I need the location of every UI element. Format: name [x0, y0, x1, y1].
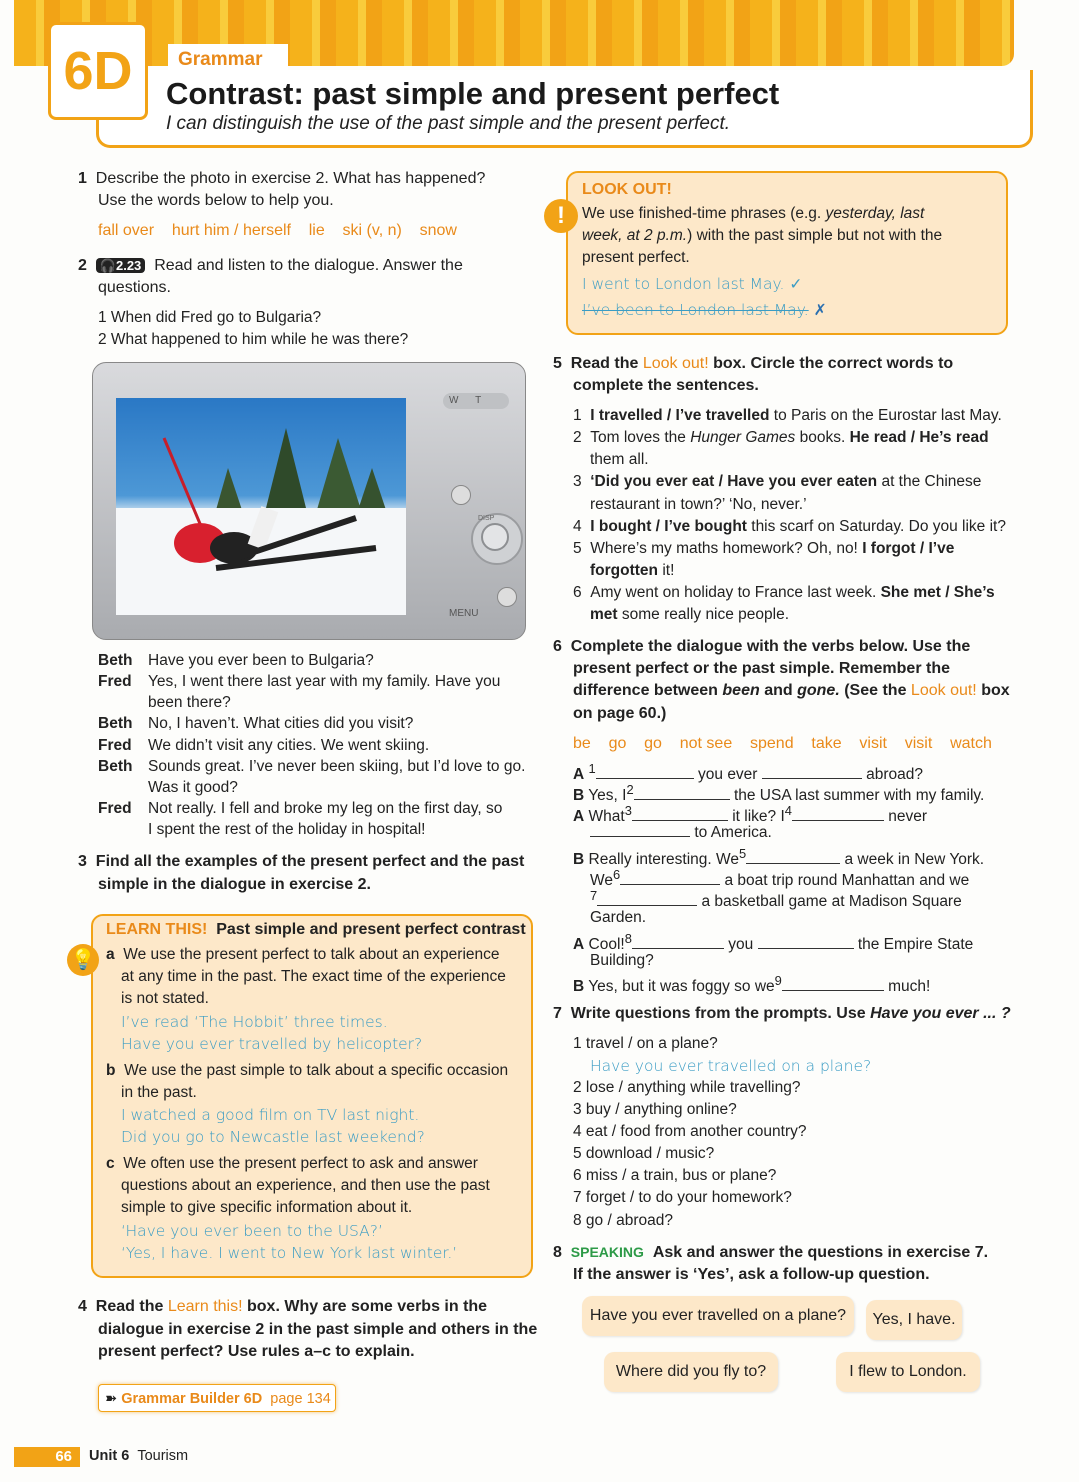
- learn-rule-a: a We use the present perfect to talk about an experience: [106, 946, 500, 963]
- skier-illustration: [116, 398, 406, 615]
- ex1-instruction-2: Use the words below to help you.: [98, 192, 334, 209]
- learn-example: Have you ever travelled by helicopter?: [121, 1035, 423, 1053]
- camera-button: [497, 587, 517, 607]
- ex5-item-cont: restaurant in town?’ ‘No, never.’: [590, 496, 807, 513]
- choice-option[interactable]: I forgot / I’ve: [862, 540, 955, 557]
- ex3-instruction: 3 Find all the examples of the present perfect and the past: [78, 853, 525, 870]
- verb: go: [644, 735, 662, 752]
- ex5-item: 5 Where’s my maths homework? Oh, no! I forgot / I’ve: [573, 540, 955, 557]
- answer-blank[interactable]: [590, 824, 690, 837]
- headphones-icon: 🎧: [99, 258, 116, 273]
- ex7-prompt: 7 forget / to do your homework?: [573, 1189, 792, 1206]
- ex5-item: 3 ‘Did you ever eat / Have you ever eaten at the Chinese: [573, 473, 982, 490]
- learn-rule-text: in the past.: [121, 1084, 197, 1101]
- ex7-instruction: 7 Write questions from the prompts. Use Have you ever ... ?: [553, 1005, 1011, 1022]
- choice-option[interactable]: She met / She’s: [880, 584, 995, 601]
- answer-blank[interactable]: [746, 851, 840, 864]
- answer-blank[interactable]: [597, 893, 697, 906]
- ex6-line: B Really interesting. We$^5$ a week in New York.: [573, 846, 985, 869]
- ex2-instruction: 2 🎧2.23 Read and listen to the dialogue. Answer the: [78, 257, 463, 274]
- choice-option[interactable]: He read / He’s read: [849, 429, 989, 446]
- footer-unit: Unit 6 Tourism: [89, 1448, 189, 1464]
- choice-option[interactable]: ‘Did you ever eat / Have you ever eaten: [590, 473, 878, 490]
- ex6-line: B Yes, but it was foggy so $we^9$ much!: [573, 973, 931, 996]
- learn-this-heading: LEARN THIS! Past simple and present perfect contrast: [106, 921, 526, 938]
- dialogue-line: Was it good?: [148, 779, 238, 796]
- dialogue-line: Fred We didn’t visit any cities. We went skiing.: [98, 737, 430, 754]
- learn-example: ‘Yes, I have. I went to New York last winter.’: [121, 1244, 458, 1262]
- learn-example: ‘Have you ever been to the USA?’: [121, 1222, 383, 1240]
- learn-rule-c: c We often use the present perfect to ask and answer: [106, 1155, 478, 1172]
- camera-button: [451, 485, 471, 505]
- page-subtitle: I can distinguish the use of the past simple and the present perfect.: [166, 113, 731, 134]
- word: lie: [308, 222, 325, 239]
- speech-bubble-answer: I flew to London.: [836, 1352, 980, 1392]
- ex6-line: A $^1$ you ever abroad?: [573, 761, 923, 784]
- learn-example: Did you go to Newcastle last weekend?: [121, 1128, 425, 1146]
- lightbulb-icon: 💡: [67, 944, 99, 976]
- answer-blank[interactable]: [792, 808, 884, 821]
- page-title: Contrast: past simple and present perfect: [166, 76, 780, 111]
- answer-blank[interactable]: [634, 787, 730, 800]
- page-number: 66: [14, 1447, 80, 1467]
- dialogue-line: I spent the rest of the holiday in hospital!: [148, 821, 426, 838]
- ex5-item-cont: them all.: [590, 451, 649, 468]
- answer-blank[interactable]: [632, 808, 728, 821]
- ex5-item: 1 I travelled / I’ve travelled to Paris on the Eurostar last May.: [573, 407, 1002, 424]
- word: hurt him / herself: [171, 222, 291, 239]
- ex7-prompt: 6 miss / a train, bus or plane?: [573, 1167, 777, 1184]
- ex2-question: 1 When did Fred go to Bulgaria?: [98, 309, 322, 326]
- disp-label: DISP: [478, 515, 495, 522]
- ex7-prompt: 2 lose / anything while travelling?: [573, 1079, 801, 1096]
- look-out-wrong-example: I’ve been to London last May. ✗: [582, 301, 827, 319]
- look-out-correct-example: I went to London last May. ✓: [582, 275, 803, 293]
- cross-icon: ✗: [813, 301, 827, 319]
- ex4-instruction-3: present perfect? Use rules a–c to explain.: [98, 1343, 415, 1360]
- speech-bubble-question: Where did you fly to?: [604, 1352, 778, 1392]
- dialogue-line: Fred Yes, I went there last year with my family. Have you: [98, 673, 501, 690]
- ex6-verb-list: [573, 735, 992, 753]
- arrow-icon: ➽: [105, 1391, 118, 1407]
- choice-option[interactable]: I bought / I’ve bought: [590, 518, 747, 535]
- verb: visit: [859, 735, 887, 752]
- answer-blank[interactable]: [620, 872, 720, 885]
- answer-blank[interactable]: [782, 978, 884, 991]
- dialogue-line: Beth Sounds great. I’ve never been skiing, but I’d love to go.: [98, 758, 526, 775]
- word: fall over: [98, 222, 155, 239]
- look-out-heading: LOOK OUT!: [582, 181, 672, 198]
- word: ski (v, n): [342, 222, 402, 239]
- header-banner: [14, 0, 1014, 66]
- lesson-badge: 6D: [48, 22, 148, 120]
- dialogue-line: Fred Not really. I fell and broke my leg on the first day, so: [98, 800, 503, 817]
- ex7-prompt: 8 go / abroad?: [573, 1212, 673, 1229]
- look-out-text: week, at 2 p.m.) with the past simple but not with the: [582, 227, 943, 244]
- ex3-instruction-2: simple in the dialogue in exercise 2.: [98, 876, 371, 893]
- ex6-instruction-3: difference between been and gone. (See the Look out! box: [573, 682, 1010, 699]
- verb: take: [811, 735, 842, 752]
- verb: spend: [750, 735, 794, 752]
- ex6-line: A Cool!$^8$ you the Empire State: [573, 931, 974, 954]
- look-out-text: We use finished-time phrases (e.g. yesterday, last: [582, 205, 925, 222]
- verb: go: [608, 735, 627, 752]
- ex8-instruction-2: If the answer is ‘Yes’, ask a follow-up question.: [573, 1266, 930, 1283]
- learn-rule-b: b We use the past simple to talk about a specific occasion: [106, 1062, 509, 1079]
- ex6-instruction-4: on page 60.): [573, 705, 667, 722]
- ex5-item: 6 Amy went on holiday to France last week. She met / She’s: [573, 584, 995, 601]
- ex5-item: 2 Tom loves the Hunger Games books. He read / He’s read: [573, 429, 989, 446]
- dialogue-line: Beth No, I haven’t. What cities did you visit?: [98, 715, 414, 732]
- grammar-builder-link[interactable]: ➽ Grammar Builder 6D page 134: [98, 1384, 336, 1412]
- ex6-line: Garden.: [590, 909, 647, 926]
- ex6-instruction-2: present perfect or the past simple. Remember the: [573, 660, 950, 677]
- ex6-line: Building?: [590, 952, 654, 969]
- ex6-line: We$^6$ a boat trip round Manhattan and we: [590, 867, 970, 890]
- skier-photo: [116, 398, 406, 615]
- ex5-instruction-2: complete the sentences.: [573, 377, 759, 394]
- dial-center: [481, 523, 509, 551]
- dialogue-line: Beth Have you ever been to Bulgaria?: [98, 652, 374, 669]
- ex2-instruction-2: questions.: [98, 279, 171, 296]
- ex6-line: B Yes, $I^2$ the USA last summer with my family.: [573, 782, 985, 805]
- ex4-instruction: 4 Read the Learn this! box. Why are some verbs in the: [78, 1298, 488, 1315]
- learn-rule-text: is not stated.: [121, 990, 209, 1007]
- ex1-word-list: [98, 222, 457, 240]
- answer-blank[interactable]: [596, 766, 694, 779]
- ex7-example-answer: Have you ever travelled on a plane?: [590, 1057, 872, 1075]
- ex5-item: 4 I bought / I’ve bought this scarf on Saturday. Do you like it?: [573, 518, 1006, 535]
- verb: be: [573, 735, 591, 752]
- ex2-question: 2 What happened to him while he was there?: [98, 331, 409, 348]
- ex5-item-cont: met some really nice people.: [590, 606, 790, 623]
- speech-bubble-question: Have you ever travelled on a plane?: [582, 1296, 854, 1336]
- ex7-prompt: 3 buy / anything online?: [573, 1101, 737, 1118]
- learn-rule-text: at any time in the past. The exact time of the experience: [121, 968, 506, 985]
- answer-blank[interactable]: [632, 936, 724, 949]
- dialogue-line: been there?: [148, 694, 231, 711]
- ex6-line: A What$^3$ it like? $I^4$ never: [573, 803, 928, 826]
- answer-blank[interactable]: [758, 936, 854, 949]
- ex6-line: to America.: [590, 824, 772, 842]
- ex5-item-cont: forgotten it!: [590, 562, 675, 579]
- zoom-control: W T: [443, 393, 509, 409]
- section-label: Grammar: [168, 44, 288, 72]
- ex7-prompt: 5 download / music?: [573, 1145, 715, 1162]
- exclamation-icon: !: [544, 199, 578, 233]
- ex7-prompt: 4 eat / food from another country?: [573, 1123, 807, 1140]
- ex1-instruction: 1 Describe the photo in exercise 2. What has happened?: [78, 170, 486, 187]
- verb: visit: [904, 735, 933, 752]
- ex5-instruction: 5 Read the Look out! box. Circle the correct words to: [553, 355, 954, 372]
- learn-example: I’ve read ‘The Hobbit’ three times.: [121, 1013, 388, 1031]
- ex4-instruction-2: dialogue in exercise 2 in the past simple and others in the: [98, 1321, 538, 1338]
- speech-bubble-answer: Yes, I have.: [866, 1300, 962, 1340]
- look-out-text: present perfect.: [582, 249, 690, 266]
- ex6-instruction: 6 Complete the dialogue with the verbs below. Use the: [553, 638, 971, 655]
- learn-rule-text: questions about an experience, and then use the past: [121, 1177, 490, 1194]
- choice-option[interactable]: I travelled / I’ve travelled: [590, 407, 770, 424]
- audio-track-badge[interactable]: 🎧2.23: [96, 258, 146, 273]
- word: snow: [419, 222, 457, 239]
- learn-example: I watched a good film on TV last night.: [121, 1106, 420, 1124]
- verb: not see: [679, 735, 733, 752]
- verb: watch: [950, 735, 992, 752]
- ex8-instruction: 8 SPEAKING Ask and answer the questions in exercise 7.: [553, 1244, 989, 1261]
- tick-icon: ✓: [789, 275, 803, 293]
- ex7-prompt: 1 travel / on a plane?: [573, 1035, 718, 1052]
- ex6-line: $^7$ a basketball game at Madison Square: [590, 888, 962, 911]
- menu-label: MENU: [449, 608, 479, 619]
- answer-blank[interactable]: [762, 766, 862, 779]
- learn-rule-text: simple to give specific information about it.: [121, 1199, 413, 1216]
